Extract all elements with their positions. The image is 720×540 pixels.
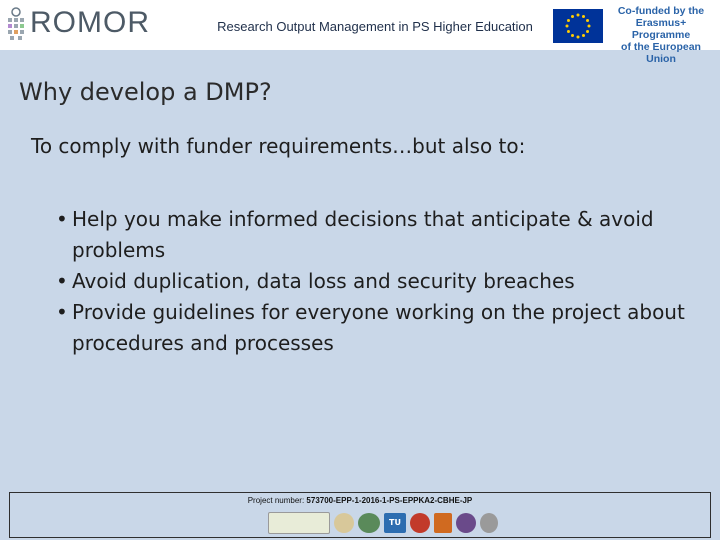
eu-star-icon — [571, 15, 574, 18]
partner-logos — [268, 512, 498, 534]
bullet-text: Help you make informed decisions that anticipate & avoid problems — [72, 207, 654, 262]
bullet-dot-icon: • — [56, 269, 68, 293]
bullet-item — [56, 204, 686, 266]
partner-logo-icon — [456, 513, 476, 533]
eu-star-icon — [586, 19, 589, 22]
partner-logo-icon — [480, 513, 498, 533]
project-number-text — [10, 496, 710, 505]
eu-star-icon — [571, 34, 574, 37]
eu-star-icon — [577, 36, 580, 39]
eu-star-icon — [582, 15, 585, 18]
eu-star-icon — [588, 25, 591, 28]
header-title: Research Output Management in PS Higher Education — [217, 19, 533, 34]
bullet-item — [56, 297, 686, 359]
eu-star-icon — [582, 34, 585, 37]
header-bar — [0, 0, 720, 65]
lead-text: To comply with funder requirements…but also to: — [31, 134, 526, 158]
bullet-item — [56, 266, 686, 297]
bullet-text: Provide guidelines for everyone working on the project about procedures and processes — [72, 300, 685, 355]
footer-box — [9, 492, 711, 538]
bullet-text: Avoid duplication, data loss and security breaches — [72, 269, 575, 293]
bullet-dot-icon: • — [56, 207, 68, 231]
figure-icon — [4, 6, 28, 42]
partner-logo-icon — [358, 513, 380, 533]
eu-text-line: Co-funded by the — [617, 5, 705, 17]
partner-logo-icon — [410, 513, 430, 533]
bullet-list — [56, 204, 686, 359]
logo-text: ROMOR — [30, 6, 150, 39]
project-label: Project number: — [247, 496, 307, 505]
eu-text-line: Erasmus+ Programme — [631, 17, 691, 41]
eu-text-line: of the European Union — [621, 41, 701, 65]
eu-star-icon — [567, 30, 570, 33]
partner-logo-icon — [334, 513, 354, 533]
partner-logo-icon — [268, 512, 330, 534]
partner-logo-icon — [434, 513, 452, 533]
eu-star-icon — [566, 25, 569, 28]
bullet-dot-icon: • — [56, 300, 68, 324]
eu-flag-icon — [553, 9, 603, 43]
eu-star-icon — [567, 19, 570, 22]
eu-star-icon — [577, 14, 580, 17]
eu-star-icon — [586, 30, 589, 33]
partner-logo-icon: TU — [384, 513, 406, 533]
slide-title: Why develop a DMP? — [19, 78, 272, 106]
eu-cofunded-text — [606, 5, 716, 65]
romor-logo — [4, 4, 150, 44]
project-number: 573700-EPP-1-2016-1-PS-EPPKA2-CBHE-JP — [306, 496, 473, 505]
